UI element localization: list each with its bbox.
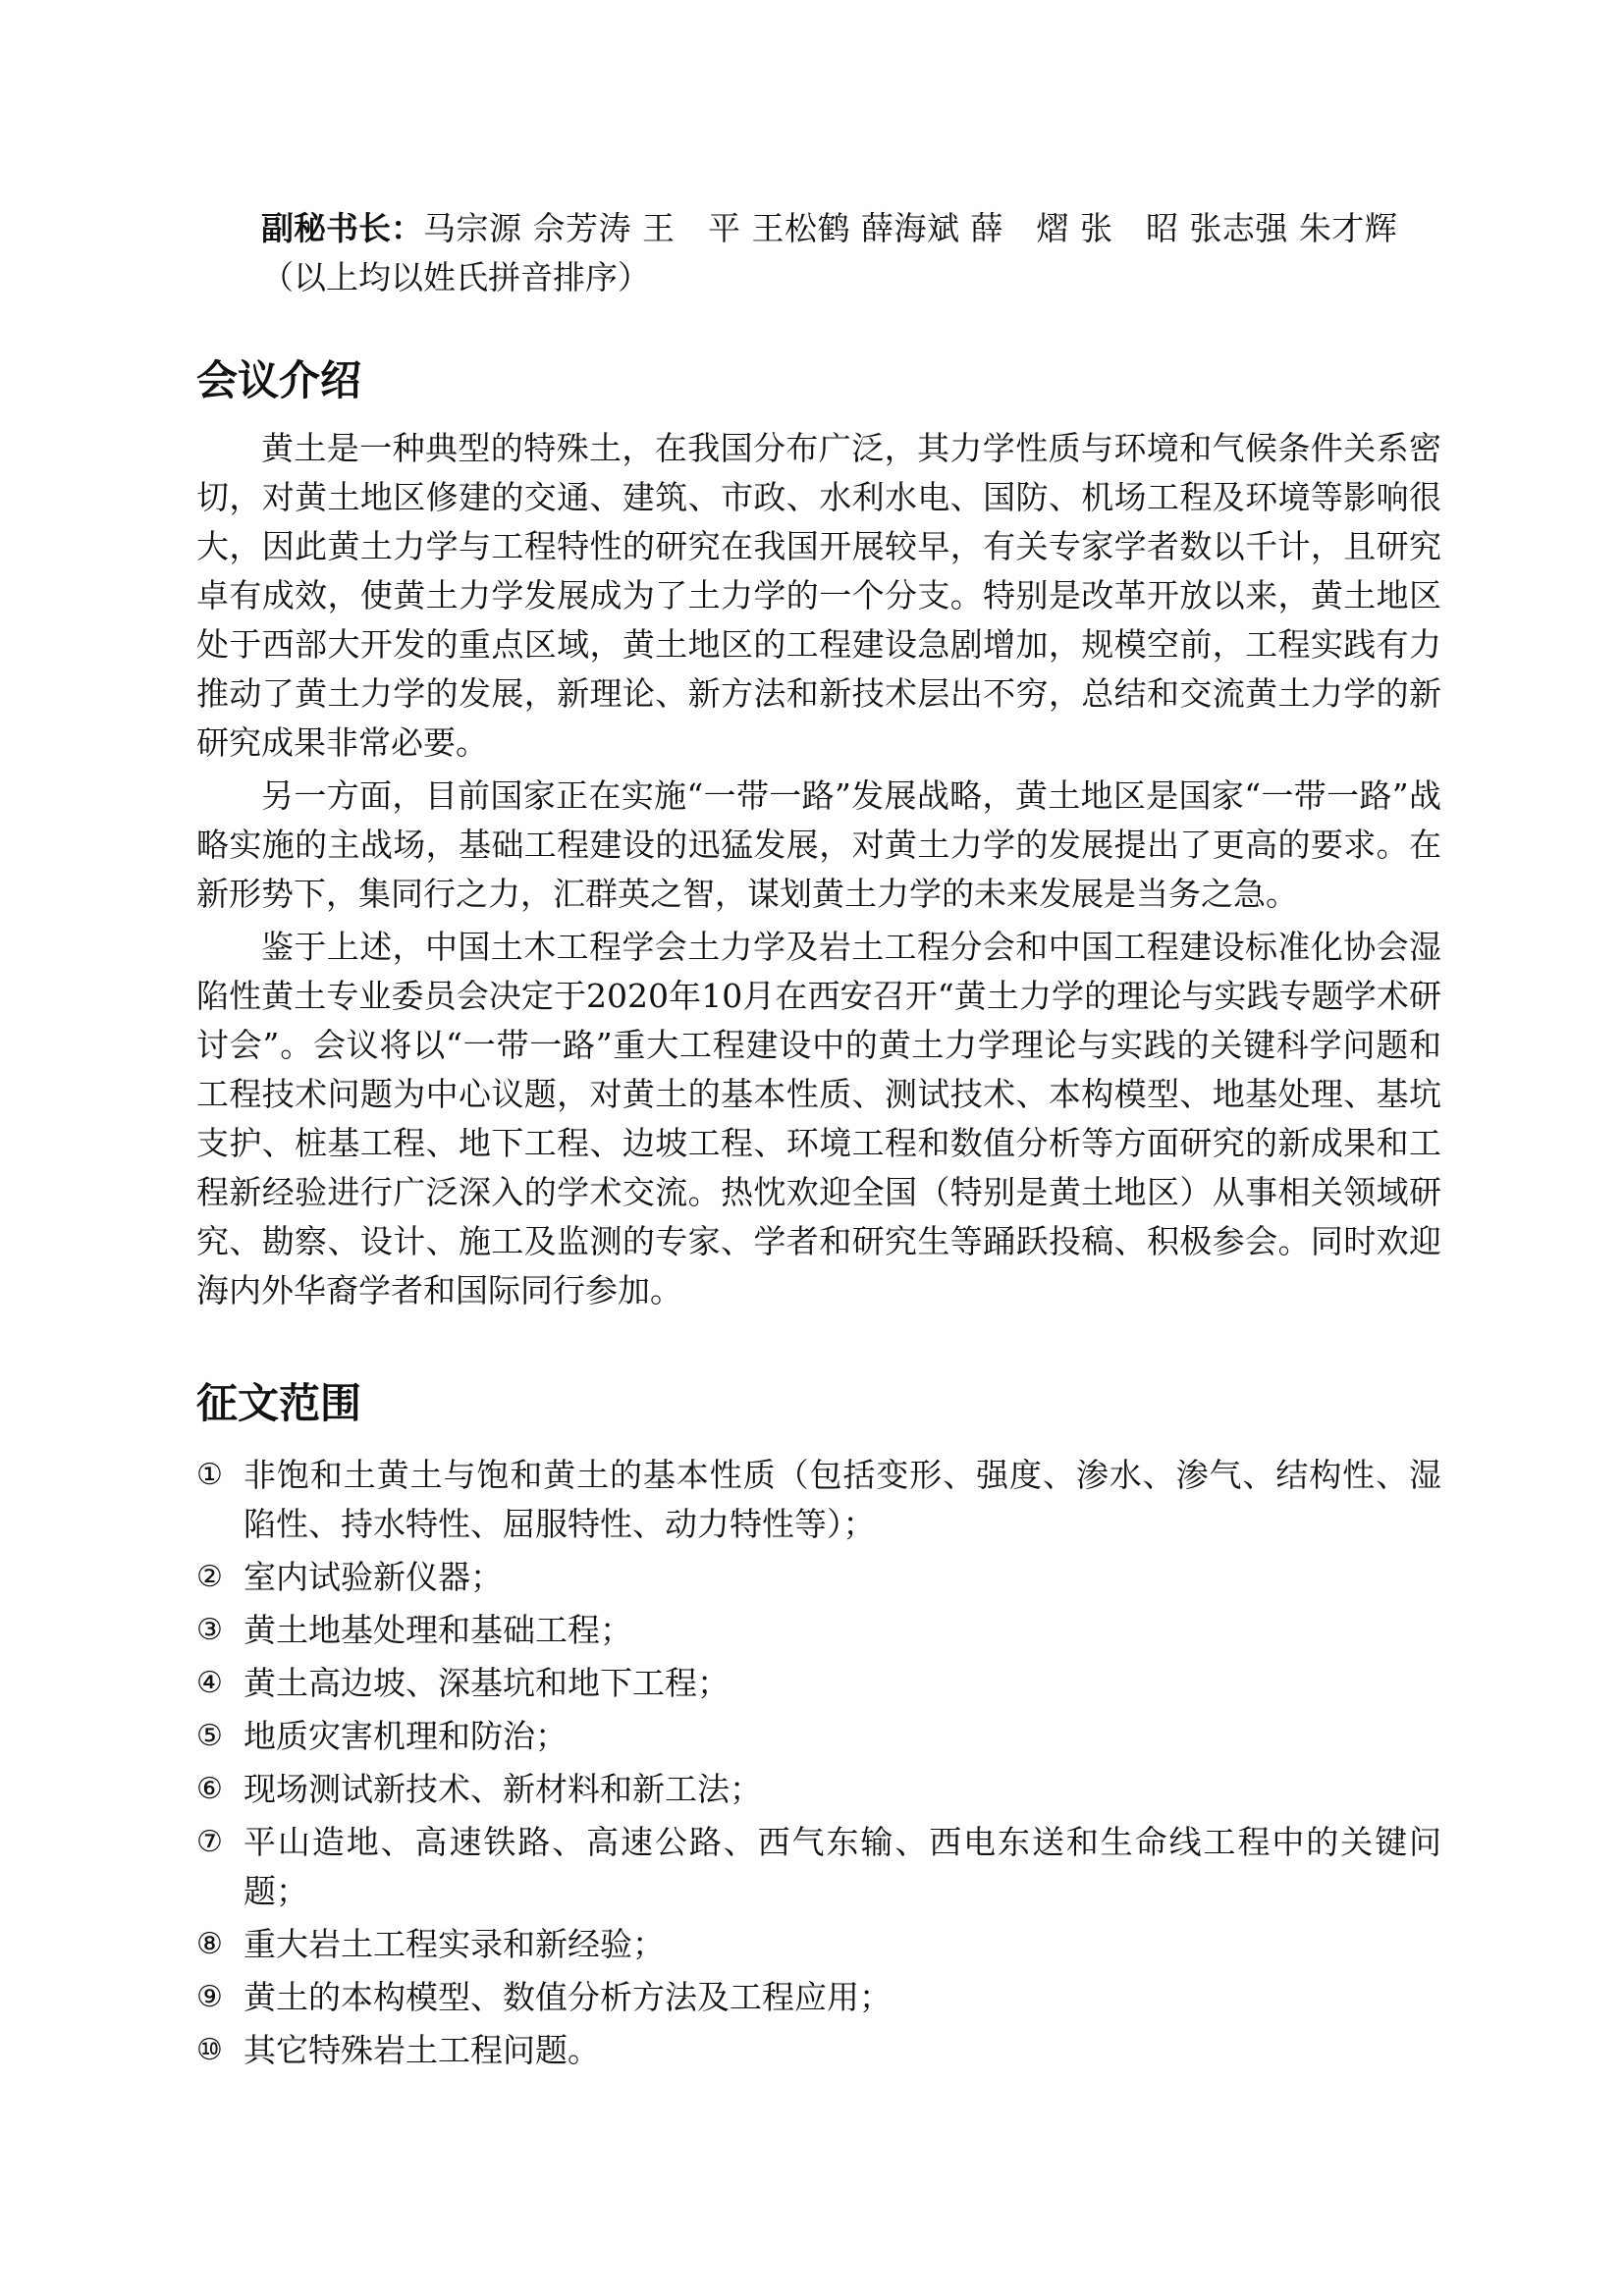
deputy-secretary-line — [261, 204, 1441, 253]
intro-paragraph: 黄土是一种典型的特殊土，在我国分布广泛，其力学性质与环境和气候条件关系密切，对黄土地区修建的交通、建筑、市政、水利水电、国防、机场工程及环境等影响很大，因此黄土力学与工程特性的研究在我国开展较早，有关专家学者数以千计，且研究卓有成效，使黄土力学发展成为了土力学的一个分支。特别是改革开放以来，黄土地区处于西部大开发的重点区域，黄土地区的工程建设急剧增加，规模空前，工程实践有力推动了黄土力学的发展，新理论、新方法和新技术层出不穷，总结和交流黄土力学的新研究成果非常必要。 — [196, 429, 1441, 762]
item-number: ⑥ — [196, 1772, 223, 1806]
list-item — [196, 1920, 1441, 1969]
item-number: ⑤ — [196, 1719, 223, 1753]
item-text: 地质灾害机理和防治； — [244, 1717, 568, 1755]
item-text: 黄土的本构模型、数值分析方法及工程应用； — [244, 1978, 892, 2016]
item-text: 黄土地基处理和基础工程； — [244, 1611, 632, 1649]
item-number: ① — [196, 1458, 223, 1492]
sort-note: （以上均以姓氏拼音排序） — [261, 258, 650, 296]
intro-heading: 会议介绍 — [196, 356, 362, 404]
scope-heading: 征文范围 — [196, 1379, 362, 1427]
intro-section — [196, 424, 1441, 1315]
item-text: 其它特殊岩土工程问题。 — [244, 2031, 600, 2069]
list-item — [196, 1712, 1441, 1761]
item-number: ④ — [196, 1666, 223, 1700]
deputy-secretary-names: 马宗源 佘芳涛 王 平 王松鹤 薛海斌 薛 熠 张 昭 张志强 朱才辉 — [423, 209, 1398, 247]
list-item — [196, 1765, 1441, 1814]
list-item — [196, 2026, 1441, 2075]
item-number: ③ — [196, 1613, 223, 1647]
item-number: ⑩ — [196, 2033, 223, 2067]
item-text: 室内试验新仪器； — [244, 1558, 503, 1596]
item-number: ⑦ — [196, 1825, 223, 1859]
item-text: 黄土高边坡、深基坑和地下工程； — [244, 1664, 730, 1702]
scope-list — [196, 1451, 1441, 2075]
item-number: ⑨ — [196, 1980, 223, 2014]
list-item — [196, 1606, 1441, 1655]
item-number: ② — [196, 1560, 223, 1594]
document-page — [196, 204, 1441, 2079]
list-item — [196, 1659, 1441, 1708]
list-item — [196, 1553, 1441, 1602]
intro-paragraph: 鉴于上述，中国土木工程学会土力学及岩土工程分会和中国工程建设标准化协会湿陷性黄土专业委员会决定于2020年10月在西安召开“黄土力学的理论与实践专题学术研讨会”。会议将以“一带一路”重大工程建设中的黄土力学理论与实践的关键科学问题和工程技术问题为中心议题，对黄土的基本性质、测试技术、本构模型、地基处理、基坑支护、桩基工程、地下工程、边坡工程、环境工程和数值分析等方面研究的新成果和工程新经验进行广泛深入的学术交流。热忱欢迎全国（特别是黄土地区）从事相关领域研究、勘察、设计、施工及监测的专家、学者和研究生等踊跃投稿、积极参会。同时欢迎海内外华裔学者和国际同行参加。 — [196, 928, 1441, 1309]
list-item — [196, 1818, 1441, 1916]
list-item — [196, 1451, 1441, 1549]
intro-paragraph: 另一方面，目前国家正在实施“一带一路”发展战略，黄土地区是国家“一带一路”战略实施的主战场，基础工程建设的迅猛发展，对黄土力学的发展提出了更高的要求。在新形势下，集同行之力，汇群英之智，谋划黄土力学的未来发展是当务之急。 — [196, 776, 1441, 913]
item-text: 非饱和土黄土与饱和黄土的基本性质（包括变形、强度、渗水、渗气、结构性、湿陷性、持水特性、屈服特性、动力特性等）； — [244, 1456, 1441, 1543]
item-number: ⑧ — [196, 1927, 223, 1961]
deputy-secretary-label: 副秘书长： — [261, 209, 423, 247]
list-item — [196, 1973, 1441, 2022]
item-text: 重大岩土工程实录和新经验； — [244, 1925, 665, 1963]
item-text: 现场测试新技术、新材料和新工法； — [244, 1770, 762, 1808]
item-text: 平山造地、高速铁路、高速公路、西气东输、西电东送和生命线工程中的关键问题； — [244, 1823, 1441, 1910]
